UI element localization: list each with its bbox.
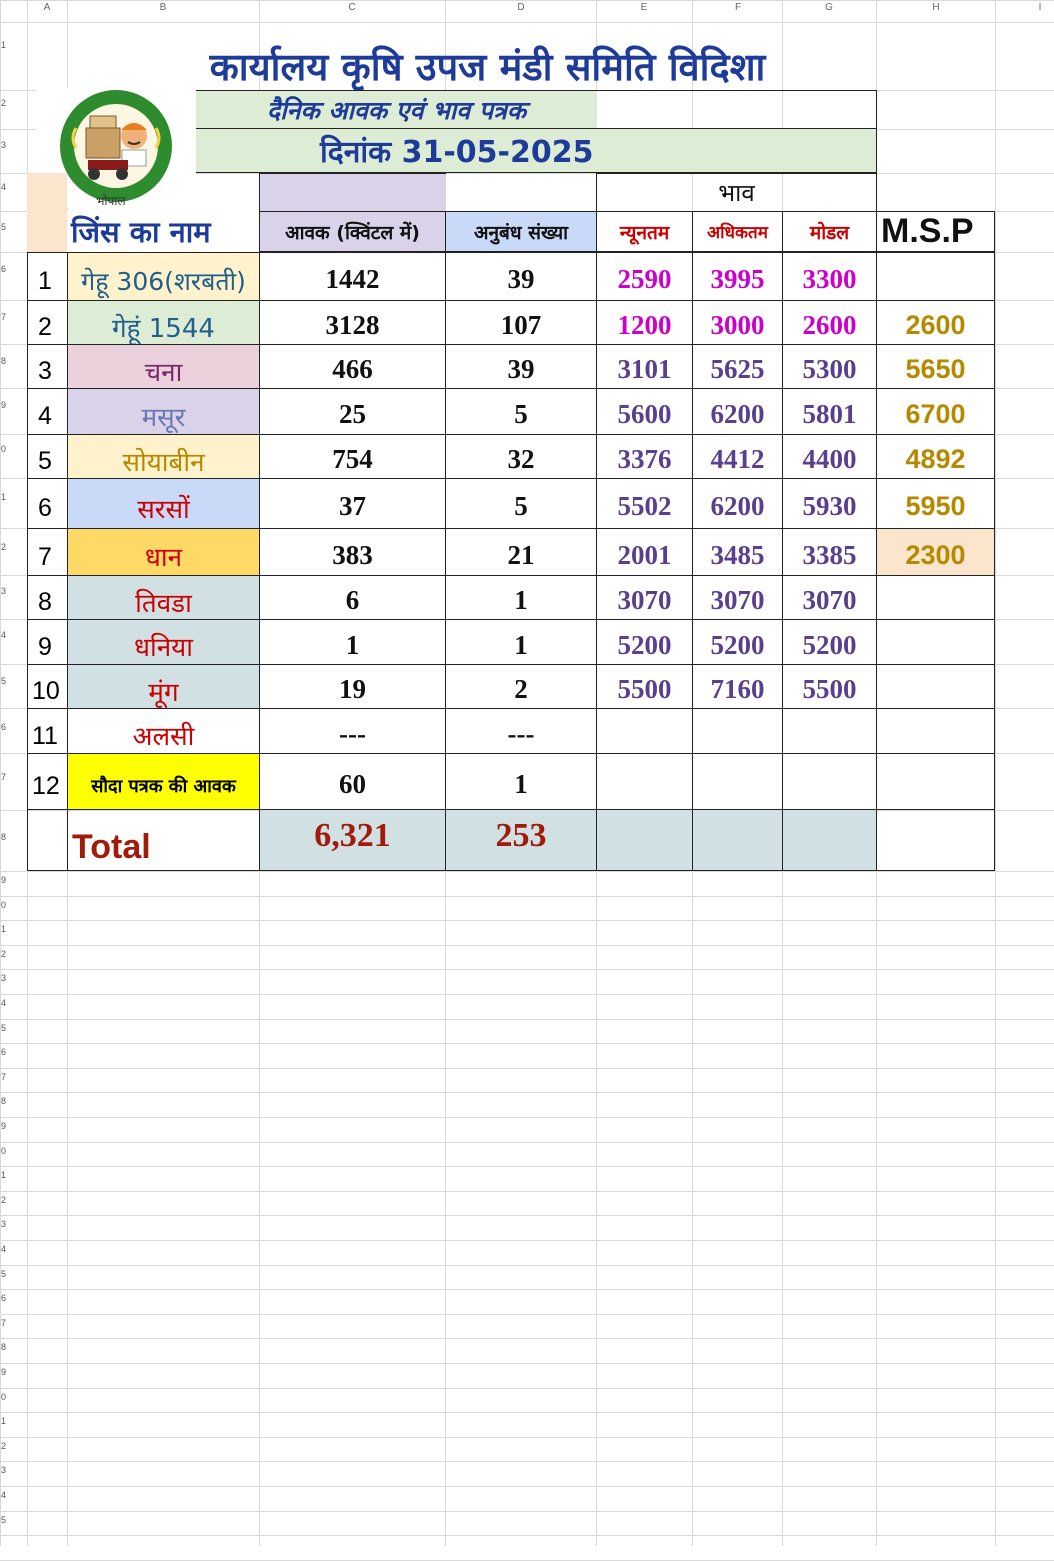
row-number[interactable]: 5 (1, 1022, 7, 1033)
col-min-label: न्यूनतम (619, 221, 670, 244)
serial-cell[interactable]: 12 (27, 753, 68, 810)
modal-price-cell[interactable]: 5801 (782, 388, 877, 435)
msp-cell[interactable]: 4892 (876, 434, 995, 479)
column-header-e[interactable]: E (640, 2, 648, 13)
col-name-label: जिंस का नाम (71, 215, 211, 249)
row-number[interactable]: 2 (1, 98, 7, 108)
modal-price-cell[interactable] (782, 753, 877, 810)
modal-price-cell[interactable]: 5500 (782, 664, 877, 709)
row-number[interactable]: 7 (1, 1317, 7, 1328)
grid-row-line (0, 1437, 1054, 1438)
serial-cell[interactable]: 9 (27, 619, 68, 665)
contracts-cell[interactable]: 21 (445, 528, 597, 576)
row-number[interactable]: 1 (1, 1416, 7, 1427)
grid-row-line (0, 1486, 1054, 1487)
subtitle-band (196, 90, 597, 129)
commodity-name-cell[interactable]: धान (67, 528, 260, 576)
column-header-h[interactable]: H (932, 2, 940, 13)
row-number[interactable]: 5 (1, 1268, 7, 1279)
modal-price-cell[interactable]: 3300 (782, 252, 877, 301)
contracts-cell[interactable]: 1 (445, 619, 597, 665)
row-number[interactable]: 8 (1, 832, 7, 842)
commodity-name-cell[interactable]: अलसी (67, 708, 260, 754)
column-header-f[interactable]: F (734, 2, 742, 13)
grid-row-line (0, 1166, 1054, 1167)
subtitle-blank (596, 90, 877, 129)
grid-row-line (0, 945, 1054, 946)
row-number[interactable]: 4 (1, 630, 7, 640)
arrival-header-band (259, 173, 446, 211)
grid-row-line (0, 1338, 1054, 1339)
bhav-label: भाव (718, 179, 755, 207)
max-price-cell[interactable]: 5625 (692, 344, 783, 389)
serial-cell[interactable]: 2 (27, 300, 68, 345)
arrival-cell[interactable]: --- (259, 708, 446, 754)
contracts-cell[interactable]: 5 (445, 388, 597, 435)
total-arrival: 6,321 (314, 817, 391, 854)
max-price-cell[interactable]: 3995 (692, 252, 783, 301)
grid-row-line (0, 1117, 1054, 1118)
bhav-group-header (596, 173, 877, 212)
subtitle-text: दैनिक आवक एवं भाव पत्रक (266, 95, 527, 125)
row-number[interactable]: 1 (1, 1170, 7, 1181)
commodity-name-cell[interactable]: गेहूं 1544 (67, 300, 260, 345)
max-price-cell[interactable] (692, 708, 783, 754)
contracts-cell[interactable]: 1 (445, 753, 597, 810)
modal-price-cell[interactable]: 4400 (782, 434, 877, 479)
serial-cell[interactable]: 8 (27, 575, 68, 620)
max-price-cell[interactable]: 4412 (692, 434, 783, 479)
min-price-cell[interactable] (596, 708, 693, 754)
row-number[interactable]: 3 (1, 586, 7, 596)
row-number[interactable]: 3 (1, 140, 7, 150)
max-price-cell[interactable]: 5200 (692, 619, 783, 665)
serial-cell[interactable]: 4 (27, 388, 68, 435)
row-number[interactable]: 2 (1, 1194, 7, 1205)
grid-row-line (0, 1314, 1054, 1315)
column-header-i[interactable]: I (1038, 2, 1042, 13)
col-name-header (67, 211, 260, 252)
modal-price-cell[interactable]: 5300 (782, 344, 877, 389)
commodity-name-cell[interactable]: गेहू 306(शरबती) (67, 252, 260, 301)
min-price-cell[interactable]: 5600 (596, 388, 693, 435)
msp-cell[interactable] (876, 575, 995, 620)
commodity-name-cell[interactable]: मसूर (67, 388, 260, 435)
contracts-cell[interactable]: 32 (445, 434, 597, 479)
row-number[interactable]: 1 (1, 492, 7, 502)
max-price-cell[interactable]: 3000 (692, 300, 783, 345)
msp-cell[interactable] (876, 708, 995, 754)
sn-header-bg (27, 173, 67, 252)
min-price-cell[interactable] (596, 753, 693, 810)
col-contracts-header (445, 211, 597, 252)
min-price-cell[interactable]: 3101 (596, 344, 693, 389)
arrival-cell[interactable]: 19 (259, 664, 446, 709)
grid-row-line (0, 1043, 1054, 1044)
col-contracts-label: अनुबंध संख्या (473, 221, 569, 244)
col-modal-label: मोडल (809, 221, 850, 244)
row-number[interactable]: 4 (1, 998, 7, 1008)
arrival-cell[interactable]: 60 (259, 753, 446, 810)
serial-cell[interactable]: 10 (27, 664, 68, 709)
contracts-cell[interactable]: 2 (445, 664, 597, 709)
grid-row-line (0, 1412, 1054, 1413)
min-price-cell[interactable]: 5500 (596, 664, 693, 709)
total-contracts: 253 (495, 817, 547, 854)
serial-cell[interactable]: 5 (27, 434, 68, 479)
grid-row-line (0, 871, 1054, 872)
row-number[interactable]: 9 (1, 1121, 7, 1131)
row-number[interactable]: 2 (1, 542, 7, 552)
row-number[interactable]: 9 (1, 400, 7, 410)
total-contracts-cell[interactable] (445, 809, 597, 871)
total-msp-cell[interactable] (876, 809, 995, 871)
row-number[interactable]: 0 (1, 899, 7, 910)
grid-row-line (0, 1240, 1054, 1241)
contracts-cell[interactable]: 1 (445, 575, 597, 620)
contracts-cell[interactable]: 39 (445, 344, 597, 389)
commodity-name-cell[interactable]: चना (67, 344, 260, 389)
serial-cell[interactable]: 7 (27, 528, 68, 576)
grid-row-line (0, 1068, 1054, 1069)
row-number[interactable]: 0 (1, 444, 7, 454)
modal-price-cell[interactable]: 5930 (782, 478, 877, 529)
grid-row-line (0, 1092, 1054, 1093)
msp-cell[interactable] (876, 664, 995, 709)
grid-row-line (0, 1511, 1054, 1512)
serial-cell[interactable]: 1 (27, 252, 68, 301)
row-number[interactable]: 3 (1, 1465, 7, 1476)
column-header-c[interactable]: C (348, 2, 356, 13)
date-band (196, 129, 877, 173)
row-number[interactable]: 1 (1, 924, 7, 935)
min-price-cell[interactable]: 2001 (596, 528, 693, 576)
row-number[interactable]: 6 (1, 1047, 7, 1058)
min-price-cell[interactable]: 2590 (596, 252, 693, 301)
arrival-cell[interactable]: 383 (259, 528, 446, 576)
row-number[interactable]: 9 (1, 875, 7, 885)
row-number[interactable]: 8 (1, 1342, 7, 1353)
total-arrival-cell[interactable] (259, 809, 446, 871)
contracts-cell[interactable]: 107 (445, 300, 597, 345)
max-price-cell[interactable]: 3485 (692, 528, 783, 576)
commodity-name-cell[interactable]: मूंग (67, 664, 260, 709)
row-number[interactable]: 4 (1, 1244, 7, 1254)
col-arrival-header (259, 211, 446, 252)
max-price-cell[interactable]: 6200 (692, 478, 783, 529)
arrival-cell[interactable]: 6 (259, 575, 446, 620)
contracts-cell[interactable]: 39 (445, 252, 597, 301)
msp-cell[interactable] (876, 619, 995, 665)
msp-cell[interactable]: 6700 (876, 388, 995, 435)
row-number[interactable]: 7 (1, 1071, 7, 1082)
grid-row-line (0, 22, 1054, 23)
modal-price-cell[interactable]: 5200 (782, 619, 877, 665)
serial-cell[interactable]: 6 (27, 478, 68, 529)
grid-row-line (0, 1535, 1054, 1536)
office-title: कार्यालय कृषि उपज मंडी समिति विदिशा (209, 45, 766, 89)
grid-row-line (0, 1461, 1054, 1462)
min-price-cell[interactable]: 5502 (596, 478, 693, 529)
total-label: Total (72, 827, 151, 866)
row-number[interactable]: 3 (1, 973, 7, 984)
grid-row-line (0, 1191, 1054, 1192)
arrival-cell[interactable]: 1442 (259, 252, 446, 301)
arrival-cell[interactable]: 754 (259, 434, 446, 479)
modal-price-cell[interactable] (782, 708, 877, 754)
grid-row-line (0, 1215, 1054, 1216)
total-sn-cell[interactable] (27, 809, 68, 871)
commodity-name-cell[interactable]: धनिया (67, 619, 260, 665)
grid-row-line (0, 1019, 1054, 1020)
serial-cell[interactable]: 11 (27, 708, 68, 754)
logo-caption: भोपाल (96, 194, 126, 208)
msp-cell[interactable]: 2300 (876, 528, 995, 576)
msp-cell[interactable]: 5950 (876, 478, 995, 529)
total-max-cell[interactable] (692, 809, 783, 871)
msp-cell[interactable] (876, 252, 995, 301)
max-price-cell[interactable]: 3070 (692, 575, 783, 620)
modal-price-cell[interactable]: 3385 (782, 528, 877, 576)
col-min-header (596, 211, 693, 252)
row-number[interactable]: 0 (1, 1391, 7, 1402)
row-number[interactable]: 2 (1, 948, 7, 959)
row-number[interactable]: 0 (1, 1145, 7, 1156)
row-number[interactable]: 6 (1, 1293, 7, 1304)
col-max-label: अधिकतम (707, 223, 768, 243)
grid-row-line (0, 1142, 1054, 1143)
row-number[interactable]: 3 (1, 1219, 7, 1230)
column-header-a[interactable]: A (43, 2, 51, 13)
row-number[interactable]: 4 (1, 182, 7, 192)
col-arrival-label: आवक (क्विंटल में) (285, 221, 420, 244)
row-number[interactable]: 6 (1, 264, 7, 274)
min-price-cell[interactable]: 3376 (596, 434, 693, 479)
row-number[interactable]: 7 (1, 312, 7, 322)
max-price-cell[interactable]: 7160 (692, 664, 783, 709)
commodity-name-cell[interactable]: सौदा पत्रक की आवक (67, 753, 260, 810)
row-number[interactable]: 4 (1, 1490, 7, 1500)
row-number[interactable]: 5 (1, 676, 7, 686)
row-number[interactable]: 8 (1, 1096, 7, 1107)
min-price-cell[interactable]: 1200 (596, 300, 693, 345)
arrival-cell[interactable]: 1 (259, 619, 446, 665)
msp-cell[interactable]: 5650 (876, 344, 995, 389)
grid-row-line (0, 1289, 1054, 1290)
min-price-cell[interactable]: 3070 (596, 575, 693, 620)
col-msp-header (876, 211, 995, 252)
row-number[interactable]: 6 (1, 722, 7, 732)
row-number[interactable]: 7 (1, 772, 7, 782)
msp-cell[interactable] (876, 753, 995, 810)
serial-cell[interactable]: 3 (27, 344, 68, 389)
date-text: दिनांक 31-05-2025 (320, 135, 594, 170)
column-header-d[interactable]: D (517, 2, 525, 13)
max-price-cell[interactable] (692, 753, 783, 810)
row-number[interactable]: 5 (1, 1514, 7, 1525)
arrival-cell[interactable]: 466 (259, 344, 446, 389)
col-modal-header (782, 211, 877, 252)
col-max-header (692, 211, 783, 252)
row-number[interactable]: 1 (1, 40, 7, 50)
grid-row-line (0, 896, 1054, 897)
commodity-name-cell[interactable]: तिवडा (67, 575, 260, 620)
row-number[interactable]: 2 (1, 1440, 7, 1451)
total-label-cell[interactable] (67, 809, 260, 871)
modal-price-cell[interactable]: 3070 (782, 575, 877, 620)
contracts-cell[interactable]: 5 (445, 478, 597, 529)
total-modal-cell[interactable] (782, 809, 877, 871)
grid-row-line (0, 1265, 1054, 1266)
row-number[interactable]: 8 (1, 356, 7, 366)
row-number[interactable]: 5 (1, 222, 7, 232)
column-header-g[interactable]: G (825, 2, 833, 13)
msp-cell[interactable]: 2600 (876, 300, 995, 345)
max-price-cell[interactable]: 6200 (692, 388, 783, 435)
grid-row-line (0, 994, 1054, 995)
commodity-name-cell[interactable]: सोयाबीन (67, 434, 260, 479)
arrival-cell[interactable]: 3128 (259, 300, 446, 345)
modal-price-cell[interactable]: 2600 (782, 300, 877, 345)
min-price-cell[interactable]: 5200 (596, 619, 693, 665)
grid-row-line (0, 920, 1054, 921)
arrival-cell[interactable]: 25 (259, 388, 446, 435)
grid-row-line (0, 969, 1054, 970)
grid-row-line (0, 1363, 1054, 1364)
arrival-cell[interactable]: 37 (259, 478, 446, 529)
commodity-name-cell[interactable]: सरसों (67, 478, 260, 529)
column-header-b[interactable]: B (159, 2, 167, 13)
row-number[interactable]: 9 (1, 1367, 7, 1377)
total-min-cell[interactable] (596, 809, 693, 871)
col-msp-label: M.S.P (881, 212, 974, 250)
contracts-cell[interactable]: --- (445, 708, 597, 754)
grid-row-line (0, 1388, 1054, 1389)
